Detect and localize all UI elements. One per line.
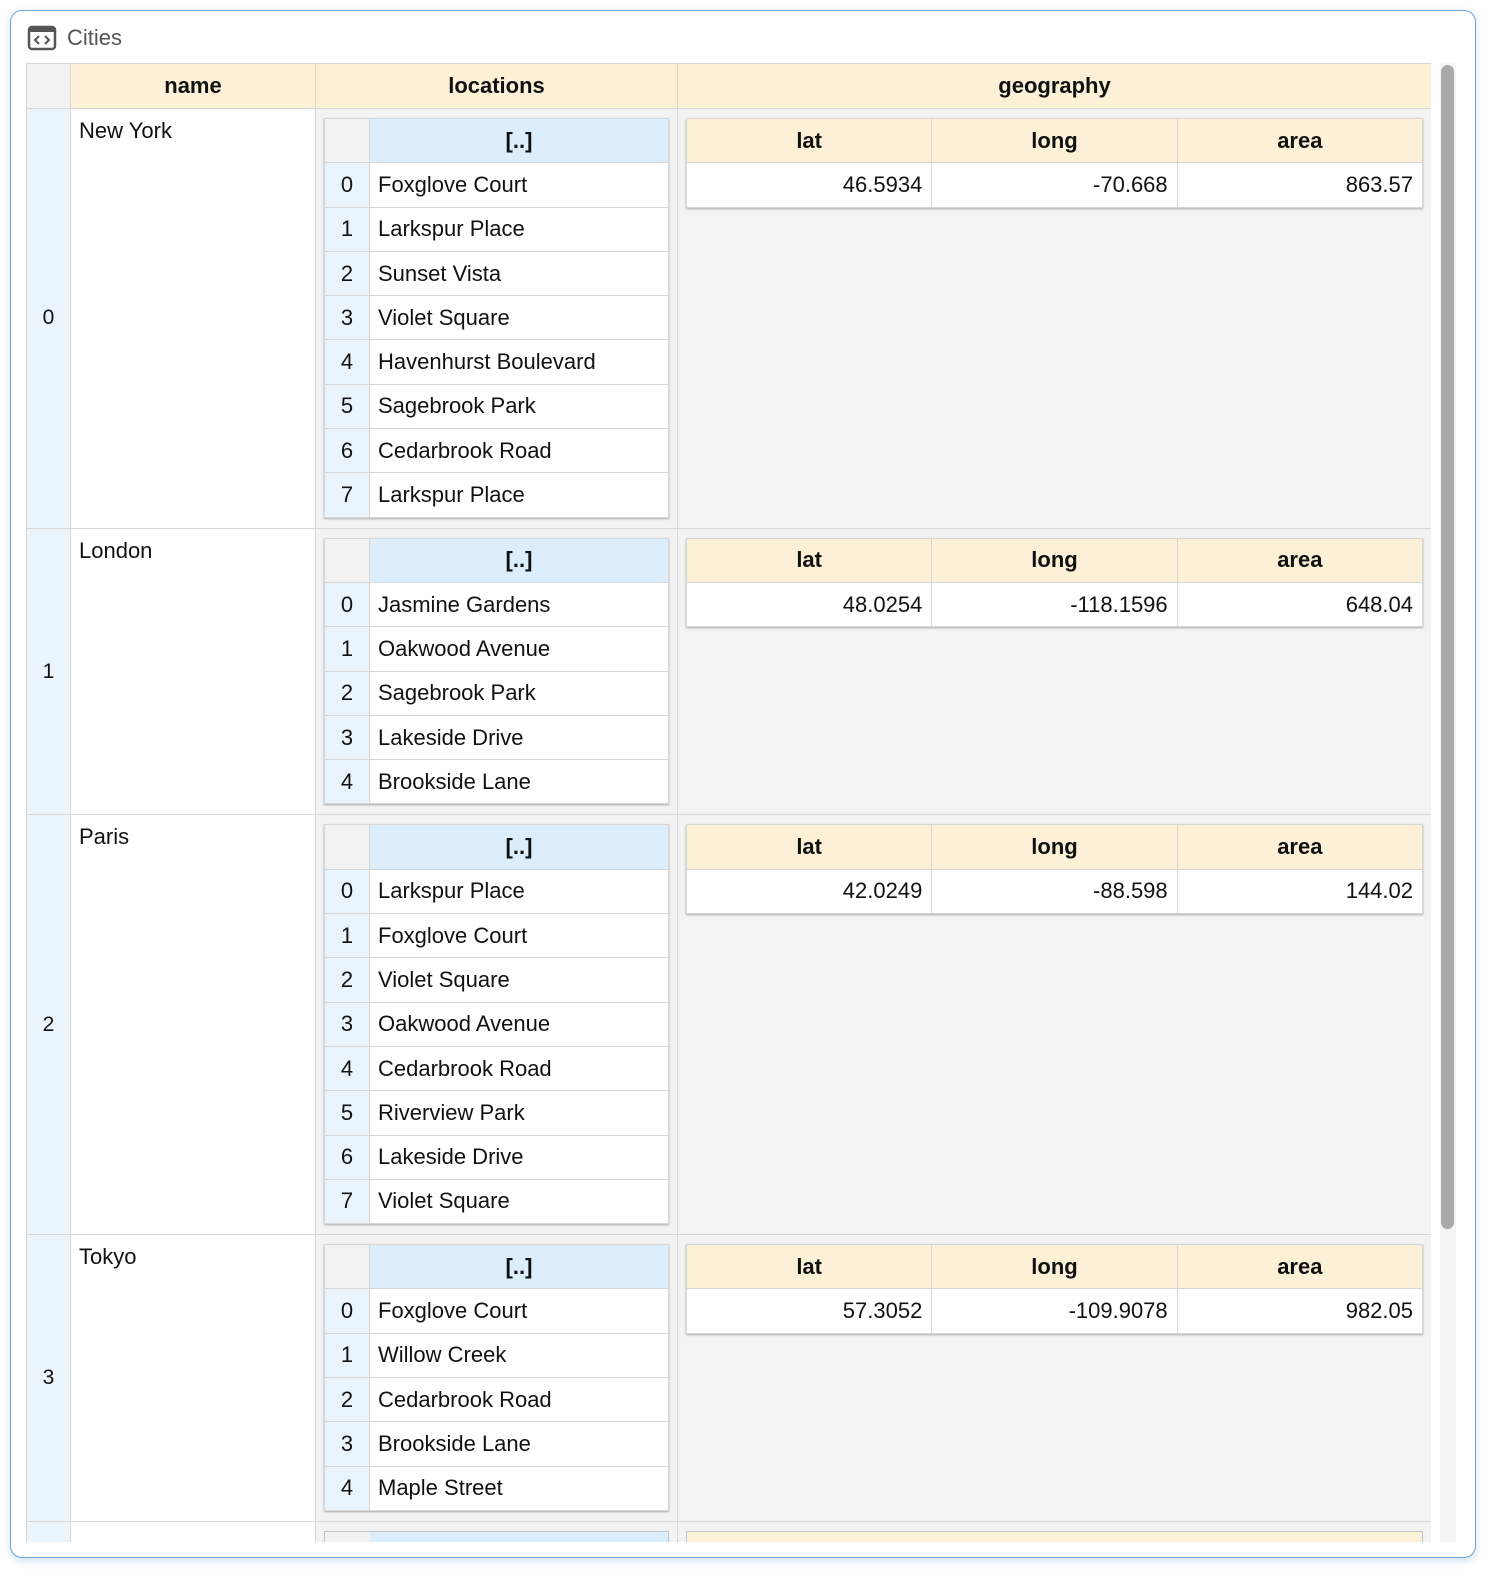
location-row <box>325 914 669 958</box>
location-index: 4 <box>325 760 370 804</box>
location-row <box>325 296 669 340</box>
location-value[interactable]: Cedarbrook Road <box>370 429 669 473</box>
geography-table <box>686 538 1423 628</box>
location-row <box>325 869 669 913</box>
location-row <box>325 1333 669 1377</box>
geo-area[interactable]: 982.05 <box>1177 1289 1422 1333</box>
geo-header-lat[interactable]: lat <box>687 538 932 582</box>
location-value[interactable]: Lakeside Drive <box>370 715 669 759</box>
location-value[interactable]: Lakeside Drive <box>370 1135 669 1179</box>
location-index: 2 <box>325 1378 370 1422</box>
location-row <box>325 715 669 759</box>
locations-table <box>324 1244 669 1511</box>
locations-table <box>324 824 669 1224</box>
location-row <box>325 1289 669 1333</box>
table-row <box>27 1235 1432 1522</box>
geography-row <box>687 582 1423 626</box>
location-row <box>325 1378 669 1422</box>
location-row <box>325 582 669 626</box>
column-header-locations[interactable]: locations <box>316 64 678 109</box>
geo-lat[interactable]: 42.0249 <box>687 869 932 913</box>
geography-table <box>686 824 1423 914</box>
location-index: 6 <box>325 429 370 473</box>
location-index: 2 <box>325 671 370 715</box>
row-index: 3 <box>27 1235 71 1522</box>
location-row <box>325 1422 669 1466</box>
table-row-partial <box>27 1521 1432 1542</box>
geo-header-long[interactable]: long <box>932 119 1177 163</box>
location-row <box>325 627 669 671</box>
location-value[interactable]: Riverview Park <box>370 1091 669 1135</box>
location-index: 5 <box>325 384 370 428</box>
locations-cell <box>316 1235 678 1522</box>
geo-header-area[interactable]: area <box>1177 538 1422 582</box>
panel-title: Cities <box>67 25 123 50</box>
geography-cell <box>678 815 1432 1235</box>
cities-panel <box>10 10 1476 1558</box>
geo-header-lat[interactable]: lat <box>687 119 932 163</box>
geo-header-area[interactable]: area <box>1177 1245 1422 1289</box>
table-row <box>27 528 1432 815</box>
location-row <box>325 251 669 295</box>
location-value[interactable]: Larkspur Place <box>370 207 669 251</box>
sub-corner-cell <box>325 119 370 163</box>
location-value[interactable]: Violet Square <box>370 1179 669 1223</box>
geo-header-lat[interactable]: lat <box>687 825 932 869</box>
location-row <box>325 340 669 384</box>
geography-table <box>686 118 1423 208</box>
location-row <box>325 1091 669 1135</box>
location-value[interactable]: Larkspur Place <box>370 473 669 517</box>
locations-table <box>324 118 669 518</box>
geo-header-long[interactable]: long <box>932 825 1177 869</box>
location-value[interactable]: Sunset Vista <box>370 251 669 295</box>
location-value[interactable]: Maple Street <box>370 1466 669 1510</box>
sub-corner-cell <box>325 825 370 869</box>
location-value[interactable]: Brookside Lane <box>370 1422 669 1466</box>
vertical-scrollbar[interactable] <box>1440 63 1456 1542</box>
geography-cell <box>678 528 1432 815</box>
table-row <box>27 109 1432 529</box>
column-header-geography[interactable]: geography <box>678 64 1432 109</box>
city-name[interactable]: Tokyo <box>71 1235 316 1522</box>
location-row <box>325 671 669 715</box>
location-value[interactable]: Foxglove Court <box>370 914 669 958</box>
geography-cell <box>678 1235 1432 1522</box>
location-index: 7 <box>325 473 370 517</box>
location-value[interactable]: Violet Square <box>370 958 669 1002</box>
location-value[interactable]: Oakwood Avenue <box>370 627 669 671</box>
locations-list-header[interactable]: [..] <box>370 825 669 869</box>
location-index: 0 <box>325 163 370 207</box>
location-index: 2 <box>325 958 370 1002</box>
location-row <box>325 473 669 517</box>
geo-area[interactable]: 144.02 <box>1177 869 1422 913</box>
location-row <box>325 1179 669 1223</box>
location-value[interactable]: Foxglove Court <box>370 163 669 207</box>
location-index: 3 <box>325 1002 370 1046</box>
geography-row <box>687 1289 1423 1333</box>
sub-corner-cell <box>325 538 370 582</box>
table-viewport <box>26 63 1431 1542</box>
locations-list-header[interactable]: [..] <box>370 1245 669 1289</box>
code-window-icon <box>27 25 57 51</box>
location-index: 2 <box>325 251 370 295</box>
geo-lat[interactable]: 48.0254 <box>687 582 932 626</box>
geography-row <box>687 869 1423 913</box>
row-index: 0 <box>27 109 71 529</box>
location-value[interactable]: Sagebrook Park <box>370 384 669 428</box>
geo-long[interactable]: -70.668 <box>932 163 1177 207</box>
location-row <box>325 1046 669 1090</box>
location-row <box>325 760 669 804</box>
location-index: 3 <box>325 715 370 759</box>
geo-area[interactable]: 863.57 <box>1177 163 1422 207</box>
geo-long[interactable]: -88.598 <box>932 869 1177 913</box>
location-row <box>325 384 669 428</box>
geography-cell <box>678 109 1432 529</box>
geo-lat[interactable]: 46.5934 <box>687 163 932 207</box>
location-index: 1 <box>325 627 370 671</box>
location-row <box>325 163 669 207</box>
geo-long[interactable]: -118.1596 <box>932 582 1177 626</box>
scrollbar-thumb[interactable] <box>1441 65 1454 1229</box>
location-index: 4 <box>325 1046 370 1090</box>
column-header-name[interactable]: name <box>71 64 316 109</box>
locations-cell <box>316 815 678 1235</box>
location-index: 4 <box>325 340 370 384</box>
geo-header-long[interactable]: long <box>932 538 1177 582</box>
location-index: 4 <box>325 1466 370 1510</box>
geo-area[interactable]: 648.04 <box>1177 582 1422 626</box>
locations-cell <box>316 528 678 815</box>
location-index: 1 <box>325 207 370 251</box>
location-value[interactable]: Sagebrook Park <box>370 671 669 715</box>
sub-corner-cell <box>325 1245 370 1289</box>
location-index: 0 <box>325 582 370 626</box>
location-index: 7 <box>325 1179 370 1223</box>
location-row <box>325 207 669 251</box>
city-name[interactable]: London <box>71 528 316 815</box>
geo-header-area[interactable]: area <box>1177 825 1422 869</box>
geo-header-lat[interactable]: lat <box>687 1245 932 1289</box>
location-index: 0 <box>325 1289 370 1333</box>
location-row <box>325 1466 669 1510</box>
location-index: 0 <box>325 869 370 913</box>
location-index: 3 <box>325 1422 370 1466</box>
geo-lat[interactable]: 57.3052 <box>687 1289 932 1333</box>
locations-table <box>324 538 669 805</box>
location-row <box>325 429 669 473</box>
row-index: 2 <box>27 815 71 1235</box>
corner-cell <box>27 64 71 109</box>
table-row <box>27 815 1432 1235</box>
location-value[interactable]: Violet Square <box>370 296 669 340</box>
locations-cell <box>316 109 678 529</box>
geo-header-long[interactable]: long <box>932 1245 1177 1289</box>
location-value[interactable]: Oakwood Avenue <box>370 1002 669 1046</box>
location-row <box>325 1002 669 1046</box>
location-index: 1 <box>325 1333 370 1377</box>
location-index: 1 <box>325 914 370 958</box>
location-value[interactable]: Foxglove Court <box>370 1289 669 1333</box>
location-value[interactable]: Havenhurst Boulevard <box>370 340 669 384</box>
geography-row <box>687 163 1423 207</box>
geography-table <box>686 1244 1423 1334</box>
row-index: 1 <box>27 528 71 815</box>
location-index: 6 <box>325 1135 370 1179</box>
panel-header <box>27 23 122 53</box>
cities-table <box>26 63 1431 1542</box>
locations-list-header[interactable]: [..] <box>370 119 669 163</box>
geo-long[interactable]: -109.9078 <box>932 1289 1177 1333</box>
geo-header-area[interactable]: area <box>1177 119 1422 163</box>
location-index: 3 <box>325 296 370 340</box>
location-row <box>325 1135 669 1179</box>
location-value[interactable]: Brookside Lane <box>370 760 669 804</box>
locations-list-header[interactable]: [..] <box>370 538 669 582</box>
location-value[interactable]: Cedarbrook Road <box>370 1378 669 1422</box>
location-value[interactable]: Jasmine Gardens <box>370 582 669 626</box>
location-index: 5 <box>325 1091 370 1135</box>
location-value[interactable]: Cedarbrook Road <box>370 1046 669 1090</box>
location-row <box>325 958 669 1002</box>
location-value[interactable]: Willow Creek <box>370 1333 669 1377</box>
city-name[interactable]: Paris <box>71 815 316 1235</box>
city-name[interactable]: New York <box>71 109 316 529</box>
location-value[interactable]: Larkspur Place <box>370 869 669 913</box>
